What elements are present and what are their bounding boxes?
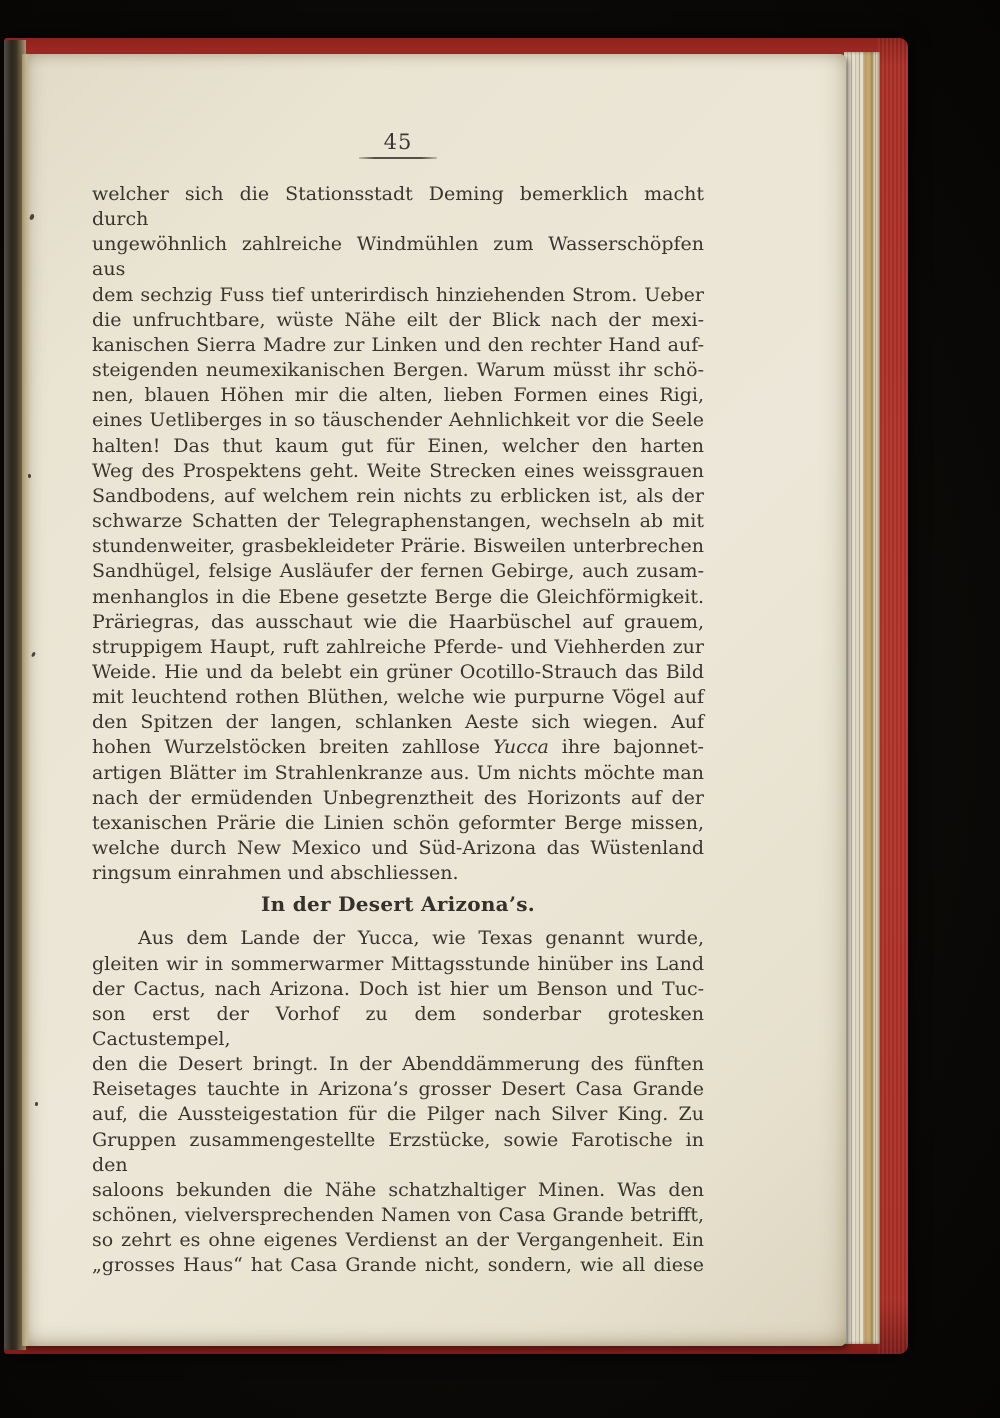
- text-line: son erst der Vorhof zu dem sonderbar grotesken Cactustempel,: [92, 1002, 704, 1050]
- text-line: Sandbodens, auf welchem rein nichts zu erblicken ist, als der: [92, 484, 704, 507]
- text-line: Weg des Prospektens geht. Weite Strecken eines weissgrauen: [92, 459, 704, 482]
- text-line: „grosses Haus“ hat Casa Grande nicht, sondern, wie all diese: [92, 1254, 704, 1277]
- text-line-yucca: [92, 735, 704, 760]
- ink-speck-2: [28, 474, 32, 478]
- ink-speck-1: [29, 214, 35, 221]
- text-line: so zehrt es ohne eigenes Verdienst an der Vergangenheit. Ein: [92, 1229, 704, 1252]
- text-line: Reisetages tauchte in Arizona’s grosser Desert Casa Grande: [92, 1078, 704, 1101]
- paragraph-1-part-2: [92, 761, 704, 887]
- text-line: nach der ermüdenden Unbegrenztheit des Horizonts auf der: [92, 786, 704, 809]
- section-heading: In der Desert Arizona’s.: [260, 892, 536, 917]
- book-cover: [4, 38, 908, 1354]
- text-line: schönen, vielversprechenden Namen von Casa Grande betrifft,: [92, 1204, 704, 1227]
- text-line: Sandhügel, felsige Ausläufer der fernen Gebirge, auch zusam-: [92, 560, 704, 583]
- page-content: [92, 130, 704, 1279]
- text-line: menhanglos in die Ebene gesetzte Berge die Gleichförmigkeit.: [92, 585, 704, 608]
- text-line: nen, blauen Höhen mir die alten, lieben Formen eines Rigi,: [92, 384, 704, 407]
- text-line: artigen Blätter im Strahlenkranze aus. Um nichts möchte man: [92, 761, 704, 784]
- text-line: Gruppen zusammengestellte Erzstücke, sowie Farotische in den: [92, 1128, 704, 1176]
- text-line: ungewöhnlich zahlreiche Windmühlen zum Wasserschöpfen aus: [92, 233, 704, 281]
- text-line: kanischen Sierra Madre zur Linken und den rechter Hand auf-: [92, 333, 704, 356]
- text-line: steigenden neumexikanischen Bergen. Warum müsst ihr schö-: [92, 359, 704, 382]
- text-line: welche durch New Mexico und Süd-Arizona das Wüstenland: [92, 837, 704, 860]
- text-line: halten! Das thut kaum gut für Einen, welcher den harten: [92, 434, 704, 457]
- text-line: eines Uetliberges in so täuschender Aehnlichkeit vor die Seele: [92, 409, 704, 432]
- text-line: die unfruchtbare, wüste Nähe eilt der Blick nach der mexi-: [92, 308, 704, 331]
- text-line: mit leuchtend rothen Blüthen, welche wie purpurne Vögel auf: [92, 686, 704, 709]
- ink-speck-4: [35, 1102, 38, 1106]
- text-line: den die Desert bringt. In der Abenddämmerung des fünften: [92, 1053, 704, 1076]
- text-line: schwarze Schatten der Telegraphenstangen, wechseln ab mit: [92, 510, 704, 533]
- text-line: dem sechzig Fuss tief unterirdisch hinziehenden Strom. Ueber: [92, 283, 704, 306]
- text-line: auf, die Aussteigestation für die Pilger nach Silver King. Zu: [92, 1103, 704, 1126]
- book-page: [22, 54, 846, 1346]
- text-line: struppigem Haupt, ruft zahlreiche Pferde- und Viehherden zur: [92, 635, 704, 658]
- paragraph-1-part-1: [92, 182, 704, 735]
- ink-speck-3: [31, 652, 36, 658]
- text-line: den Spitzen der langen, schlanken Aeste sich wiegen. Auf: [92, 711, 704, 734]
- text-line: ringsum einrahmen und abschliessen.: [92, 862, 459, 885]
- text-line: Präriegras, das ausschaut wie die Haarbüschel auf grauem,: [92, 610, 704, 633]
- text-line: Aus dem Lande der Yucca, wie Texas genannt wurde,: [138, 927, 704, 950]
- gutter-shadow: [22, 54, 30, 1346]
- text-line: der Cactus, nach Arizona. Doch ist hier um Benson und Tuc-: [92, 977, 704, 1000]
- text-line: welcher sich die Stationsstadt Deming bemerklich macht durch: [92, 183, 704, 231]
- page-number: 45: [383, 130, 413, 154]
- yucca-line-pre: hohen Wurzelstöcken breiten zahllose: [92, 736, 481, 759]
- text-line: texanischen Prärie die Linien schön geformter Berge missen,: [92, 811, 704, 834]
- yucca-line-post: ihre bajonnet-: [561, 736, 704, 759]
- yucca-italic-word: Yucca: [493, 736, 549, 759]
- text-line: stundenweiter, grasbekleideter Prärie. Bisweilen unterbrechen: [92, 535, 704, 558]
- text-line: saloons bekunden die Nähe schatzhaltiger Minen. Was den: [92, 1178, 704, 1201]
- text-line: Weide. Hie und da belebt ein grüner Ocotillo-Strauch das Bild: [92, 660, 704, 683]
- page-stack-edge: [844, 52, 880, 1344]
- paragraph-2: [92, 926, 704, 1278]
- body-text: [92, 182, 704, 1279]
- page-number-rule: [359, 157, 437, 159]
- text-line: gleiten wir in sommerwarmer Mittagsstunde hinüber ins Land: [92, 952, 704, 975]
